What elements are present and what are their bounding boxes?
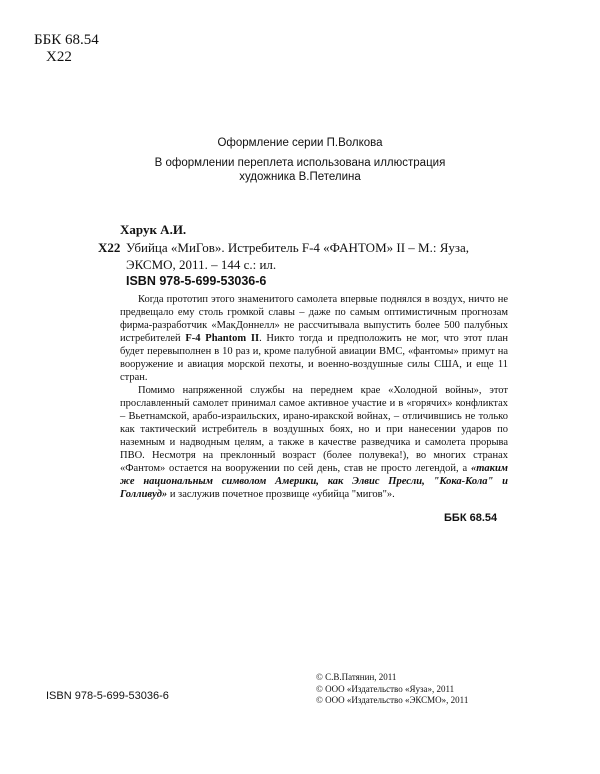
annotation-text: . Никто тогда и предположить не мог, что этот план будет перевыполнен в 10 раз и, кроме палубной авиации ВМС, «фантомы» примут на вооружение и авиация морской пехоты, и военно-воздушные силы США, и еще 11 стран. bbox=[120, 333, 509, 383]
author-name: Харук А.И. bbox=[120, 222, 187, 237]
author-mark: Х22 bbox=[46, 49, 72, 65]
aircraft-name: F-4 Phantom II bbox=[185, 333, 260, 344]
annotation-text: Помимо напряженной службы на переднем крае «Холодной войны», этот прославленный самолет принимал самое активное участие и в «горячих» конфликтах – Вьетнамской, арабо-израильских, ирано-иракской войнах, – отличившись не только как тактический истребитель в воздушных боях, но и при нанесении ударов по наземным и надводным целям, а также в качестве разведчика и самолета прорыва ПВО. Несмотря на преклонный возраст (более полувека!), во многих странах «Фантом» остается на вооружении по сей день, став не просто легендой, а bbox=[120, 385, 508, 474]
quotation: «таким же национальным символом Америки, как Элвис Пресли, "Кока-Кола" и Голливуд» bbox=[120, 463, 508, 500]
biblio-line-2: ЭКСМО, 2011. – 144 с.: ил. bbox=[126, 257, 277, 272]
annotation-paragraph-2 bbox=[120, 384, 508, 501]
author-code: Х22 bbox=[98, 240, 121, 255]
copyright-line: © ООО «Издательство «ЭКСМО», 2011 bbox=[316, 695, 469, 705]
bbk-code-top bbox=[34, 32, 99, 66]
annotation-text: Когда прототип этого знаменитого самолета впервые поднялся в воздух, ничто не предвещало ему столь громкой славы – даже по самым оптимистичным прогнозам фирма-разработчик «МакДоннелл» не рассчитывала выпустить более 500 палубных истребителей bbox=[120, 294, 508, 344]
series-design-credit: Оформление серии П.Волкова bbox=[217, 137, 383, 149]
annotation-paragraph-1 bbox=[120, 293, 508, 384]
copyright-line: © С.В.Патянин, 2011 bbox=[316, 672, 397, 682]
isbn-bottom: ISBN 978-5-699-53036-6 bbox=[46, 690, 169, 702]
isbn-main: ISBN 978-5-699-53036-6 bbox=[126, 274, 267, 288]
cover-illustration-credit: В оформлении переплета использована иллюстрация bbox=[154, 157, 446, 169]
biblio-line-1: Убийца «МиГов». Истребитель F-4 «ФАНТОМ» II – М.: Яуза, bbox=[126, 240, 470, 255]
copyright-line: © ООО «Издательство «Яуза», 2011 bbox=[316, 683, 455, 694]
illustrator-credit: художника В.Петелина bbox=[239, 171, 361, 183]
bibliographic-record bbox=[126, 239, 506, 273]
bbk-code-right: ББК 68.54 bbox=[444, 512, 498, 524]
bbk-index: ББК 68.54 bbox=[34, 32, 99, 48]
annotation bbox=[120, 293, 508, 501]
copyright-block bbox=[316, 672, 468, 707]
annotation-text: и заслужив почетное прозвище «убийца "мигов"». bbox=[167, 489, 395, 500]
